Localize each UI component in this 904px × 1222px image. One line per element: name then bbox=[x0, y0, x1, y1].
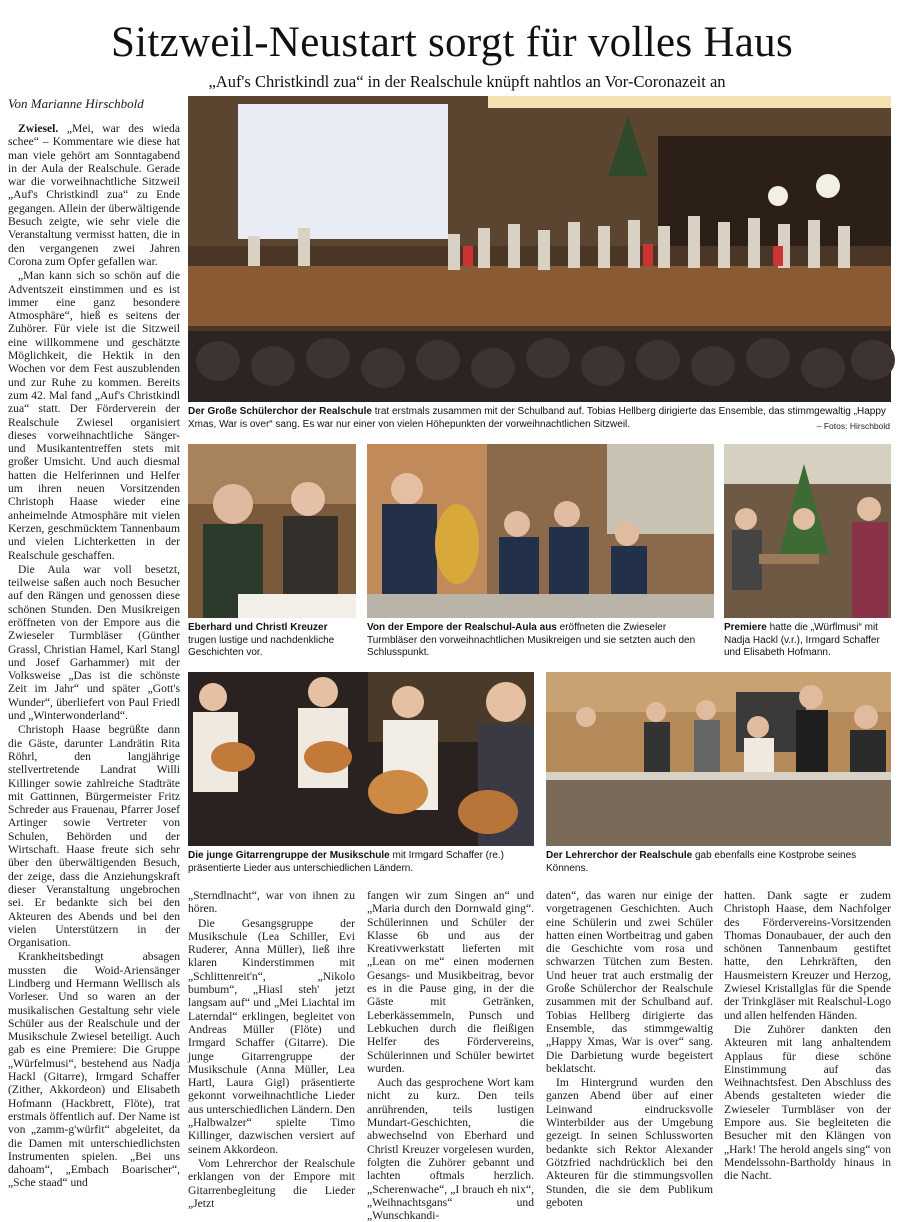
photo-brass bbox=[367, 444, 714, 618]
brass-photo-graphic bbox=[367, 444, 714, 618]
paragraph: Die Aula war voll besetzt, teilweise saßen auch noch Besucher auf den Rängen und genossen diese schönen Stunden. Den Musikreigen eröffneten von der Empore aus die Zwieseler Turmbläser (Günther Grassl, Christian Hamel, Karl Stangl und Josef Garhammer) mit der Volksweise „Das ist die schönste Zeit im Jahr“ und später „Gott's Wunder“, überliefert von Paul Friedl und „Winterwonderland“. bbox=[8, 562, 180, 723]
guitar-photo-graphic bbox=[188, 672, 534, 846]
caption-bold: Der Lehrerchor der Realschule bbox=[546, 850, 693, 861]
paragraph: Die Gesangsgruppe der Musikschule (Lea Schiller, Evi Ruderer, Anna Müller), ließ ihre klaren Kinderstimmen mit „Schlittenreit'n“, „Nikolo bumbum“, „Hiasl steh' jetzt langsam auf“ und „Mei Liachtal im Laterndal“ erklingen, begleitet von Andreas Müller (Flöte) und Irmgard Schaffer (Gitarre). Die junge Gitarrengruppe der Musikschule (Anna Müller, Lea Hartl, Laura Gigl) präsentierte gekonnt vorweihnachtliche Lieder aus unterschiedlichen Ländern. Den „Halbwalzer“ spielte Timo Killinger, dazwischen versiert auf seinem Akkordeon. bbox=[188, 916, 355, 1156]
photo-wuerflmusi bbox=[724, 444, 891, 618]
paragraph: Krankheitsbedingt absagen mussten die Woid-Ariensänger Lindberg und Hermann Wellisch als Vorleser. Und so waren an der musikalischen Gestaltung sehr viele Schüler aus der Realschule und der Musikschule Zwiesel beteiligt. Auch gab es eine Premiere: Die Gruppe „Würfelmusi“, bestehend aus Nadja Hackl (Gitarre), Irmgard Schaffer (Zither, Akkordeon) und Elisabeth Hofmann (Hackbrett, Flöte), trat erstmals öffentlich auf. Der Name ist von „zamm-g'würfit“ abgeleitet, da die Damen mit unterschiedlichsten Instrumenten spielen. „Bei uns dahoam“, „Embach Boarischer“, „Sche staad“ und bbox=[8, 950, 180, 1190]
caption-text: gab ebenfalls eine Kostprobe seines Könnens. bbox=[546, 850, 857, 874]
caption-text: trugen lustige und nachdenkliche Geschichten vor. bbox=[188, 634, 335, 658]
caption-text: eröffneten die Zwieseler Turmbläser den vorweihnachtlichen Musikreigen und sie setzten auch den Schlusspunkt. bbox=[367, 622, 696, 658]
article-column-1 bbox=[8, 122, 180, 1196]
paragraph: „Man kann sich so schön auf die Adventszeit einstimmen und es ist immer eine ganz besondere Atmosphäre“, hieß es seitens der Zuhörer. Für viele ist die Sitzweil eine willkommene und geschätzte Möglichkeit, die Hektik in den Wochen vor dem Fest auszublenden und zur Ruhe zu kommen. Bereits zum 42. Mal fand „Auf's Christkindl zua“ statt. Der Förderverein der Realschule Zwiesel organisiert dieses vorweihnachtliche Sänger- und Musikantentreffen stets mit großer Umsicht. Und auch diesmal hatten die Helferinnen und Helfer um ihren neuen Vorsitzenden Christoph Haase wieder eine anheimelnde Atmosphäre mit vielen Kerzen, geschmücktem Tannenbaum und vielen Lichterketten in der Realschule geschaffen. bbox=[8, 269, 180, 562]
paragraph: Die Zuhörer dankten den Akteuren mit lang anhaltendem Applaus für diese schöne Einstimmung auf das Weihnachtsfest. Den Abschluss des Abends gestalteten wieder die Zwieseler Turmbläser von der Empore aus. Sie begleiteten die Besucher mit den Klängen von „Hark! The herold angels sing“ von Mendelssohn-Bartholdy hinaus in die Nacht. bbox=[724, 1022, 891, 1183]
caption-teachers-choir bbox=[546, 850, 891, 875]
caption-wuerflmusi bbox=[724, 622, 896, 660]
caption-text: hatte die „Würflmusi“ mit Nadja Hackl (v.r.), Irmgard Schaffer und Elisabeth Hofmann. bbox=[724, 622, 880, 658]
caption-bold: Der Große Schülerchor der Realschule bbox=[188, 406, 372, 417]
photo-credit: – Fotos: Hirschbold bbox=[816, 421, 890, 431]
paragraph: daten“, das waren nur einige der vorgetragenen Geschichten. Auch eine Schülerin und zwei Schüler hatten einen Wortbeitrag und gaben die Geschichte vom rosa und schwarzen Tütchen zum Besten. Und heuer trat auch erstmalig der Große Schülerchor der Realschule zusammen mit der Schulband auf. Tobias Hellberg dirigierte das Ensemble, das stimmgewaltig „Happy Xmas, War is over“ sang. Die Darbietung wurde begeistert beklatscht. bbox=[546, 889, 713, 1075]
choir-photo-graphic bbox=[188, 96, 891, 402]
photo-guitar-group bbox=[188, 672, 534, 846]
wuerflmusi-photo-graphic bbox=[724, 444, 891, 618]
caption-kreuzer bbox=[188, 622, 358, 660]
caption-bold: Die junge Gitarrengruppe der Musikschule bbox=[188, 850, 390, 861]
photo-kreuzer bbox=[188, 444, 356, 618]
caption-bold: Eberhard und Christl Kreuzer bbox=[188, 622, 328, 633]
caption-text: trat erstmals zusammen mit der Schulband auf. Tobias Hellberg dirigierte das Ensemble, das stimmgewaltig „Happy Xmas, War is over“ sang. Es war nur einer von vielen Höhepunkten der vorweihnachtlichen Sitzweil. bbox=[188, 406, 886, 430]
caption-bold: Premiere bbox=[724, 622, 767, 633]
byline: Von Marianne Hirschbold bbox=[8, 96, 144, 111]
paragraph: Auch das gesprochene Wort kam nicht zu kurz. Den teils anrührenden, teils lustigen Mundart-Geschichten, die abwechselnd von Eberhard und Christl Kreuzer vorgelesen wurden, folgten die Zuhörer gebannt und lachten oftmals herzlich. „Scherenwache“, „I brauch eh nix“, „Weihnachtsgans“ und „Wunschkandi- bbox=[367, 1076, 534, 1222]
caption-brass bbox=[367, 622, 714, 660]
kreuzer-photo-graphic bbox=[188, 444, 356, 618]
paragraph: Im Hintergrund wurden den ganzen Abend über auf einer Leinwand eindrucksvolle Winterbilder aus der Umgebung gezeigt. In seinen Schlussworten bedankte sich Rektor Alexander Götzfried nachdrücklich bei den Akteuren für die stimmungsvollen Stunden, die sie dem Publikum geboten bbox=[546, 1076, 713, 1209]
caption-text: mit Irmgard Schaffer (re.) präsentierte Lieder aus unterschiedlichen Ländern. bbox=[188, 850, 505, 874]
paragraph: Vom Lehrerchor der Realschule erklangen von der Empore mit Gitarrenbegleitung die Lieder „Jetzt bbox=[188, 1156, 355, 1210]
teachers-photo-graphic bbox=[546, 672, 891, 846]
headline: Sitzweil-Neustart sorgt für volles Haus bbox=[110, 19, 794, 66]
article-column-3 bbox=[367, 889, 534, 1222]
paragraph: Christoph Haase begrüßte dann die Gäste, darunter Landrätin Rita Röhrl, den langjährige stellvertretende Landrat Willi Killinger sowie zahlreiche Stadträte mit Gattinnen, Bürgermeister Fritz Schreder aus Frauenau, Pfarrer Josef Artinger sowie Vertreter von Schulen, Behörden und der Wirtschaft. Haase freute sich sehr über den überwältigenden Besuch, der zeige, dass die Anziehungskraft dieser Veranstaltung ungebrochen sei. Er bedankte sich bei den Akteuren des Abends und bei den vielen Unterstützern in der Organisation. bbox=[8, 723, 180, 950]
paragraph: hatten. Dank sagte er zudem Christoph Haase, dem Nachfolger des Fördervereins-Vorsitzenden Thomas Donaubauer, der auch den schönen Tannenbaum gestiftet hatte, den Lehrkräften, den Hausmeistern Kreuzer und Herzog, Zwiesel Kristallglas für die Spende der Trinkgläser mit Realschul-Logo und allen helfenden Händen. bbox=[724, 889, 891, 1022]
subheadline: „Auf's Christkindl zua“ in der Realschule knüpft nahtlos an Vor-Coronazeit an bbox=[208, 72, 726, 91]
article-column-2 bbox=[188, 889, 355, 1210]
paragraph: „Sterndlnacht“, war von ihnen zu hören. bbox=[188, 889, 355, 916]
caption-guitar-group bbox=[188, 850, 534, 875]
article-column-5 bbox=[724, 889, 891, 1195]
paragraph bbox=[8, 122, 180, 268]
caption-bold: Von der Empore der Realschul-Aula aus bbox=[367, 622, 557, 633]
article-column-4 bbox=[546, 889, 713, 1209]
photo-teachers-choir bbox=[546, 672, 891, 846]
photo-school-choir bbox=[188, 96, 891, 402]
paragraph: fangen wir zum Singen an“ und „Maria durch den Dornwald ging“. Schülerinnen und Schüler der Klasse 6b und aus der Kreativwerkstatt lieferten mit „Lean on me“ einen modernen Gesangs- und Musikbeitrag, bevor es in die Pause ging, in der die Gäste mit Getränken, Leberkässemmeln, Punsch und Lebkuchen durch die fleißigen Helfer des Fördervereins, Schülerinnen und Schüler bewirtet wurden. bbox=[367, 889, 534, 1075]
paragraph-text: „Mei, war des wieda schee“ – Kommentare wie diese hat man viele gehört am Sonntagabend in der Aula der Realschule. Gerade war die vorweihnachtliche Sitzweil „Auf's Christkindl zua“ zu Ende gegangen. Allein der überwältigende Besuch zeigte, wie sehr viele die Veranstaltung vermisst hatten, die in den vergangenen zwei Jahren Corona zum Opfer gefallen war. bbox=[8, 122, 180, 268]
caption-school-choir bbox=[188, 406, 888, 431]
dateline: Zwiesel. bbox=[18, 122, 59, 135]
